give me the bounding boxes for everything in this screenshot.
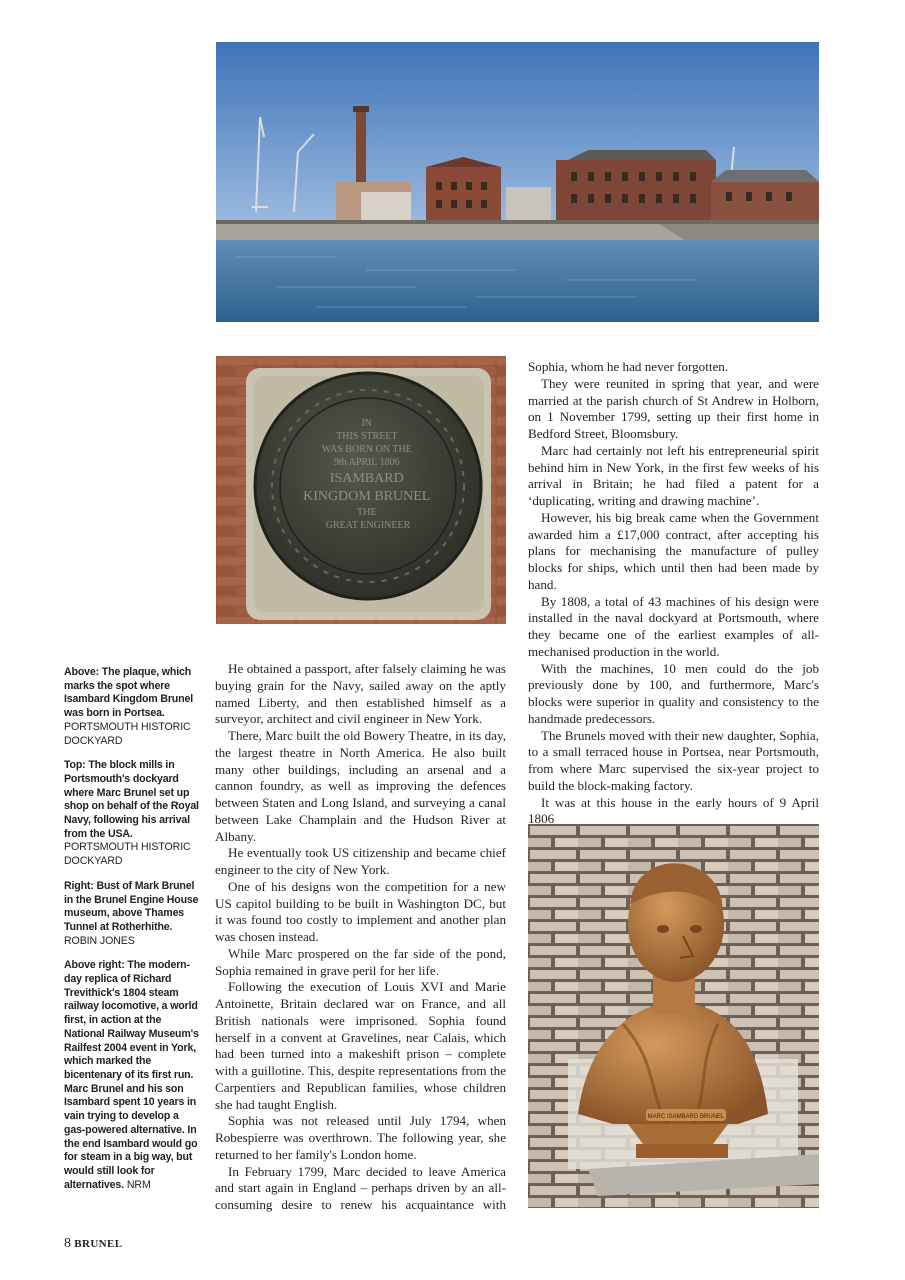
- plaque-photo-icon: [216, 356, 506, 624]
- plaque-photo: [216, 356, 506, 624]
- bust-plinth-label: MARC ISAMBARD BRUNEL: [647, 1114, 725, 1120]
- page-number: 8: [64, 1236, 71, 1251]
- article-paragraph: One of his designs won the competition for a new US capitol building to be built in Washington DC, but it was found too costly to implement and another plan was chosen instead.: [215, 878, 506, 944]
- dockyard-photo-icon: [216, 42, 819, 322]
- caption-text: Right: Bust of Mark Brunel in the Brunel Engine House museum, above Thames Tunnel at Rotherhithe.: [64, 879, 199, 933]
- article-paragraph: Sophia, whom he had never forgotten.: [528, 359, 729, 374]
- caption-text: Above: The plaque, which marks the spot where Isambard Kingdom Brunel was born in Portsea.: [64, 666, 193, 720]
- article-paragraph: By 1808, a total of 43 machines of his design were installed in the naval dockyard at Portsmouth, where they became one of the earliest examples of all-mechanised production in the world.: [528, 593, 819, 659]
- bust-photo-icon: [528, 824, 819, 1208]
- caption-credit: ROBIN JONES: [64, 934, 135, 947]
- magazine-name: BRUNEL: [74, 1238, 123, 1250]
- plaque-inscription: IN THIS STREET WAS BORN ON THE 9th APRIL 1806 ISAMBARD KINGDOM BRUNEL THE GREAT ENGINEER: [303, 418, 431, 531]
- caption-credit: PORTSMOUTH HISTORIC DOCKYARD: [64, 841, 191, 868]
- caption-credit: NRM: [126, 1178, 151, 1191]
- article-paragraph: It was at this house in the early hours of 9 April 1806: [528, 794, 819, 827]
- caption-plaque: [64, 666, 201, 748]
- caption-text: Top: The block mills in Portsmouth's dockyard where Marc Brunel set up shop on behalf of the Royal Navy, following his arrival from the USA.: [64, 759, 199, 840]
- caption-bust: [64, 880, 201, 949]
- article-paragraph: Sophia was not released until July 1794, when Robespierre was overthrown. The following year, she returned to her family's London home.: [215, 1113, 506, 1162]
- page-folio: [64, 1235, 123, 1252]
- article-paragraph: The Brunels moved with their new daughter, Sophia, to a small terraced house in Portsea, near Portsmouth, from where Marc supervised the six-year project to build the block-making factory.: [528, 727, 819, 793]
- caption-column: [64, 666, 201, 1203]
- caption-text: Above right: The modern-day replica of Richard Trevithick's 1804 steam railway locomotive, a world first, in action at the National Railway Museum's Railfest 2004 event in York, which marked the bicentenary of its first run. Marc Brunel and his son Isambard spent 10 years in vain trying to develop a gas-powered alternative. In the end Isambard would go for steam in a big way, but would still look for alternatives.: [64, 959, 199, 1191]
- article-paragraph: There, Marc built the old Bowery Theatre, in its day, the largest theatre in North America. He also built many other buildings, including an arsenal and a cannon foundry, as well as improving the defences between Staten and Long Island, and surveying a canal between Lake Champlain and the Hudson River at Albany.: [215, 728, 506, 844]
- article-paragraph: Following the execution of Louis XVI and Marie Antoinette, Britain declared war on France, and all British nationals were imprisoned. Sophia found herself in a convent at Gravelines, near Calais, which had been turned into a makeshift prison – complete with a guillotine. This, despite representations from the Carpentiers and Republican families, whose children she had taught English.: [215, 979, 506, 1112]
- bust-photo: [528, 824, 819, 1208]
- article-column-right: [528, 359, 819, 828]
- article-paragraph: In February 1799, Marc decided to leave America and start again in England – perhaps driven by an all-consuming desire to renew his acquaintance with: [215, 1163, 506, 1212]
- dockyard-photo: [216, 42, 819, 322]
- caption-credit: PORTSMOUTH HISTORIC DOCKYARD: [64, 720, 191, 747]
- article-paragraph: He obtained a passport, after falsely claiming he was buying grain for the Navy, sailed away on the aptly named Liberty, and then established himself as a surveyor, architect and civil engineer in New York.: [215, 661, 506, 727]
- article-paragraph: Marc had certainly not left his entrepreneurial spirit behind him in New York, in the first few weeks of his arrival in Britain; he had filed a patent for a ‘duplicating, writing and drawing machine’.: [528, 442, 819, 508]
- article-paragraph: He eventually took US citizenship and became chief engineer to the city of New York.: [215, 845, 506, 877]
- caption-locomotive: [64, 959, 201, 1192]
- article-paragraph: They were reunited in spring that year, and were married at the parish church of St Andrew in Holborn, on 1 November 1799, setting up their first home in Bedford Street, Bloomsbury.: [528, 375, 819, 441]
- article-column-left: [215, 661, 506, 1214]
- article-paragraph: While Marc prospered on the far side of the pond, Sophia remained in grave peril for her life.: [215, 945, 506, 978]
- article-paragraph: With the machines, 10 men could do the job previously done by 100, and furthermore, Marc's blocks were superior in quality and consistency to the handmade predecessors.: [528, 660, 819, 726]
- caption-block-mills: [64, 759, 201, 869]
- article-paragraph: However, his big break came when the Government awarded him a £17,000 contract, after accepting his plans for mechanising the manufacture of pulley blocks for ships, which until then had been made by hand.: [528, 509, 819, 592]
